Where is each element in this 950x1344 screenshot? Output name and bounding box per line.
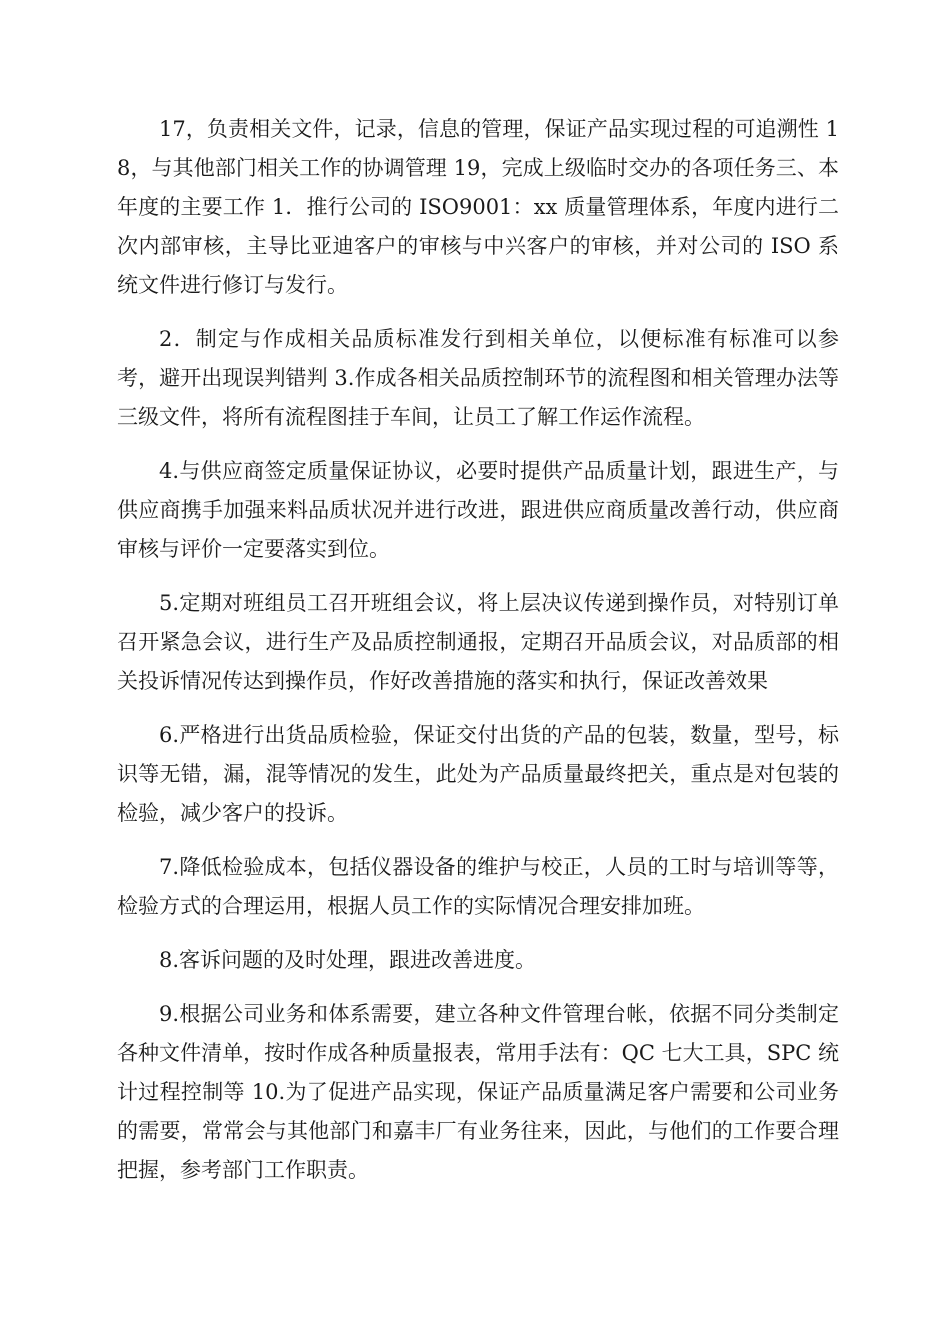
document-body: [117, 110, 839, 1205]
paragraph-7: 8.客诉问题的及时处理，跟进改善进度。: [159, 948, 537, 972]
paragraph-6: 7.降低检验成本，包括仪器设备的维护与校正，人员的工时与培训等等，检验方式的合理运用，根据人员工作的实际情况合理安排加班。: [117, 855, 839, 918]
paragraph-4: 5.定期对班组员工召开班组会议，将上层决议传递到操作员，对特别订单召开紧急会议，进行生产及品质控制通报，定期召开品质会议，对品质部的相关投诉情况传达到操作员，作好改善措施的落实和执行，保证改善效果: [117, 591, 839, 693]
paragraph-3: 4.与供应商签定质量保证协议，必要时提供产品质量计划，跟进生产，与供应商携手加强来料品质状况并进行改进，跟进供应商质量改善行动，供应商审核与评价一定要落实到位。: [117, 459, 839, 561]
paragraph-5: 6.严格进行出货品质检验，保证交付出货的产品的包装，数量，型号，标识等无错，漏，混等情况的发生，此处为产品质量最终把关，重点是对包装的检验，减少客户的投诉。: [117, 723, 839, 825]
paragraph-2: 2．制定与作成相关品质标准发行到相关单位，以便标准有标准可以参考，避开出现误判错判 3.作成各相关品质控制环节的流程图和相关管理办法等三级文件，将所有流程图挂于车间，让员工了解工作运作流程。: [117, 327, 839, 429]
paragraph-1: 17，负责相关文件，记录，信息的管理，保证产品实现过程的可追溯性 18，与其他部门相关工作的协调管理 19，完成上级临时交办的各项任务三、本年度的主要工作 1．推行公司的 ISO9001：xx 质量管理体系，年度内进行二次内部审核，主导比亚迪客户的审核与中兴客户的审核，并对公司的 ISO 系统文件进行修订与发行。: [117, 117, 839, 297]
paragraph-8: 9.根据公司业务和体系需要，建立各种文件管理台帐，依据不同分类制定各种文件清单，按时作成各种质量报表，常用手法有：QC 七大工具，SPC 统计过程控制等 10.为了促进产品实现，保证产品质量满足客户需要和公司业务的需要，常常会与其他部门和嘉丰厂有业务往来，因此，与他们的工作要合理把握，参考部门工作职责。: [117, 1002, 839, 1182]
